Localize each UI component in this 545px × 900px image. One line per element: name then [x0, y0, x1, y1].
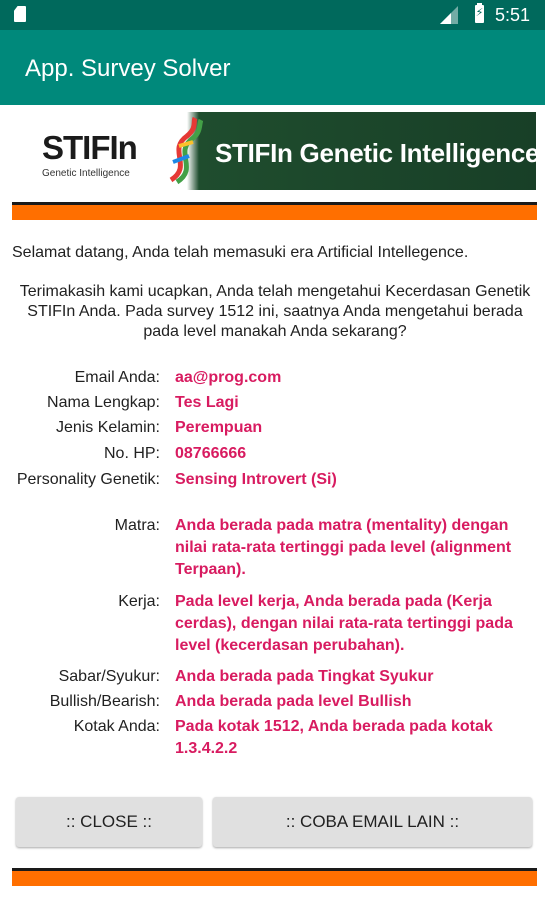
field-label: Bullish/Bearish:	[49, 693, 160, 710]
field-value: Pada level kerja, Anda berada pada (Kerja cerdas), dengan nilai rata-rata tertinggi pada level (kecerdasan perubahan).	[175, 593, 513, 654]
field-value: Sensing Introvert (Si)	[175, 471, 337, 488]
field-value: 08766666	[175, 445, 247, 462]
welcome-text: Selamat datang, Anda telah memasuki era Artificial Intellegence.	[12, 244, 469, 261]
field-label: Sabar/Syukur:	[58, 668, 160, 685]
field-label: Jenis Kelamin:	[55, 419, 160, 436]
field-label: Matra:	[114, 517, 160, 534]
field-label: Personality Genetik:	[16, 471, 160, 488]
field-label: Email Anda:	[74, 369, 160, 386]
status-time: 5:51	[495, 5, 531, 25]
field-label: Kotak Anda:	[73, 718, 160, 735]
battery-charging-icon	[475, 5, 484, 23]
content-card	[6, 105, 539, 900]
app-title: App. Survey Solver	[25, 55, 231, 82]
banner-title: STIFIn Genetic Intelligence	[215, 138, 540, 168]
try-other-email-button[interactable]: :: COBA EMAIL LAIN ::	[213, 797, 532, 847]
signal-icon	[440, 6, 458, 24]
stifin-logo	[42, 130, 152, 185]
field-value: Tes Lagi	[175, 394, 239, 411]
field-value: aa@prog.com	[175, 369, 282, 386]
field-label: No. HP:	[103, 445, 160, 462]
logo-brand: STIFIn	[42, 129, 137, 166]
field-label: Kerja:	[118, 593, 160, 610]
field-value: Anda berada pada matra (mentality) dengan nilai rata-rata tertinggi pada level (alignment Terpaan).	[175, 517, 512, 578]
field-value: Perempuan	[175, 419, 263, 436]
status-bar	[0, 0, 545, 30]
field-value: Pada kotak 1512, Anda berada pada kotak 1.3.4.2.2	[175, 718, 493, 757]
logo-tagline: Genetic Intelligence	[42, 168, 130, 179]
app-bar	[0, 30, 545, 105]
intro-text: Terimakasih kami ucapkan, Anda telah mengetahui Kecerdasan Genetik STIFIn Anda. Pada survey 1512 ini, saatnya Anda mengetahui berada pada level manakah Anda sekarang?	[19, 283, 531, 340]
field-value: Anda berada pada Tingkat Syukur	[175, 668, 434, 685]
dna-helix-icon	[163, 116, 203, 186]
accent-divider-top	[12, 202, 537, 220]
stifin-banner	[163, 112, 540, 190]
sd-card-icon	[14, 6, 26, 22]
field-value: Anda berada pada level Bullish	[175, 693, 412, 710]
close-button[interactable]: :: CLOSE ::	[16, 797, 202, 847]
field-label: Nama Lengkap:	[47, 394, 160, 411]
accent-divider-bottom	[12, 868, 537, 886]
